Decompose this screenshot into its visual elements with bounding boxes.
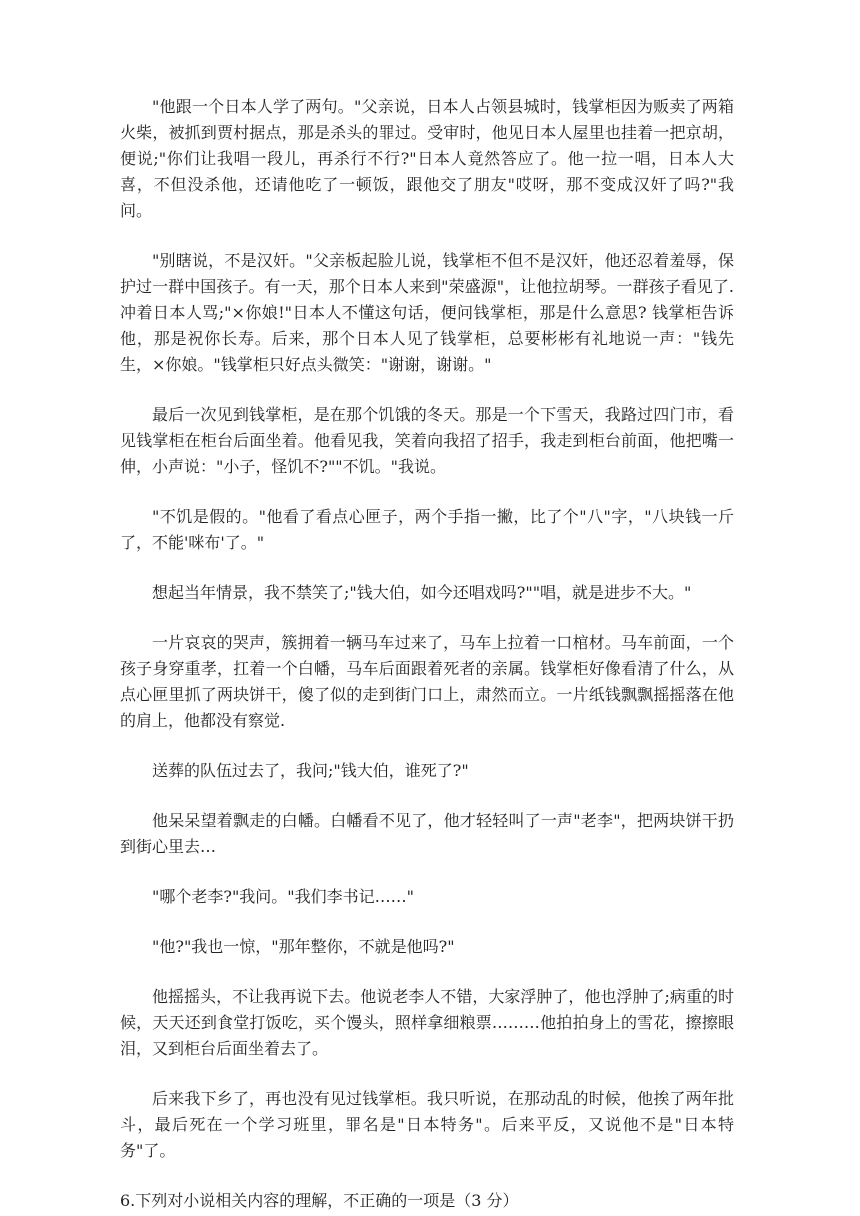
paragraph-6: 一片哀哀的哭声，簇拥着一辆马车过来了，马车上拉着一口棺材。马车前面，一个孩子身穿重孝，扛着一个白幡，马车后面跟着死者的亲属。钱掌柜好像看清了什么，从点心匣里抓了两块饼干，傻了似的走到街门口上，肃然而立。一片纸钱飘飘摇摇落在他的肩上，他都没有察觉. (120, 633, 734, 730)
paragraph-9: "哪个老李?"我问。"我们李书记……" (152, 887, 415, 906)
paragraph-7: 送葬的队伍过去了，我问;"钱大伯，谁死了?" (152, 761, 469, 780)
paragraph-10: "他?"我也一惊，"那年整你，不就是他吗?" (152, 937, 455, 956)
paragraph-5: 想起当年情景，我不禁笑了;"钱大伯，如今还唱戏吗?""唱，就是进步不大。" (152, 583, 692, 602)
paragraph-12: 后来我下乡了，再也没有见过钱掌柜。我只听说，在那动乱的时候，他挨了两年批斗，最后死在一个学习班里，罪名是"日本特务"。后来平反，又说他不是"日本特务"了。 (120, 1089, 734, 1160)
paragraph-2: "别瞎说，不是汉奸。"父亲板起脸儿说，钱掌柜不但不是汉奸，他还忍着羞辱，保护过一群中国孩子。有一天，那个日本人来到"荣盛源"，让他拉胡琴。一群孩子看见了.冲着日本人骂;"×你娘!"日本人不懂这句话，便问钱掌柜，那是什么意思? 钱掌柜告诉他，那是祝你长寿。后来，那个日本人见了钱掌柜，总要彬彬有礼地说一声："钱先生，×你娘。"钱掌柜只好点头微笑："谢谢，谢谢。" (120, 251, 734, 374)
paragraph-4: "不饥是假的。"他看了看点心匣子，两个手指一撇，比了个"八"字，"八块钱一斤了，不能'咪布'了。" (120, 507, 734, 552)
document-page (120, 94, 734, 1214)
paragraph-8: 他呆呆望着飘走的白幡。白幡看不见了，他才轻轻叫了一声"老李"，把两块饼干扔到街心里去… (120, 811, 734, 856)
paragraph-1: "他跟一个日本人学了两句。"父亲说，日本人占领县城时，钱掌柜因为贩卖了两箱火柴，被抓到贾村据点，那是杀头的罪过。受审时，他见日本人屋里也挂着一把京胡，便说;"你们让我唱一段儿，再杀行不行?"日本人竟然答应了。他一拉一唱，日本人大喜，不但没杀他，还请他吃了一顿饭，跟他交了朋友"哎呀，那不变成汉奸了吗?"我问。 (120, 97, 734, 220)
paragraph-3: 最后一次见到钱掌柜，是在那个饥饿的冬天。那是一个下雪天，我路过四门市，看见钱掌柜在柜台后面坐着。他看见我，笑着向我招了招手，我走到柜台前面，他把嘴一伸，小声说："小子，怪饥不?""不饥。"我说。 (120, 405, 734, 476)
question-6: 6.下列对小说相关内容的理解，不正确的一项是（3 分） (120, 1191, 519, 1210)
paragraph-11: 他摇摇头，不让我再说下去。他说老李人不错，大家浮肿了，他也浮肿了;病重的时候，天天还到食堂打饭吃，买个馒头，照样拿细粮票………他拍拍身上的雪花，擦擦眼泪，又到柜台后面坐着去了。 (120, 987, 734, 1058)
